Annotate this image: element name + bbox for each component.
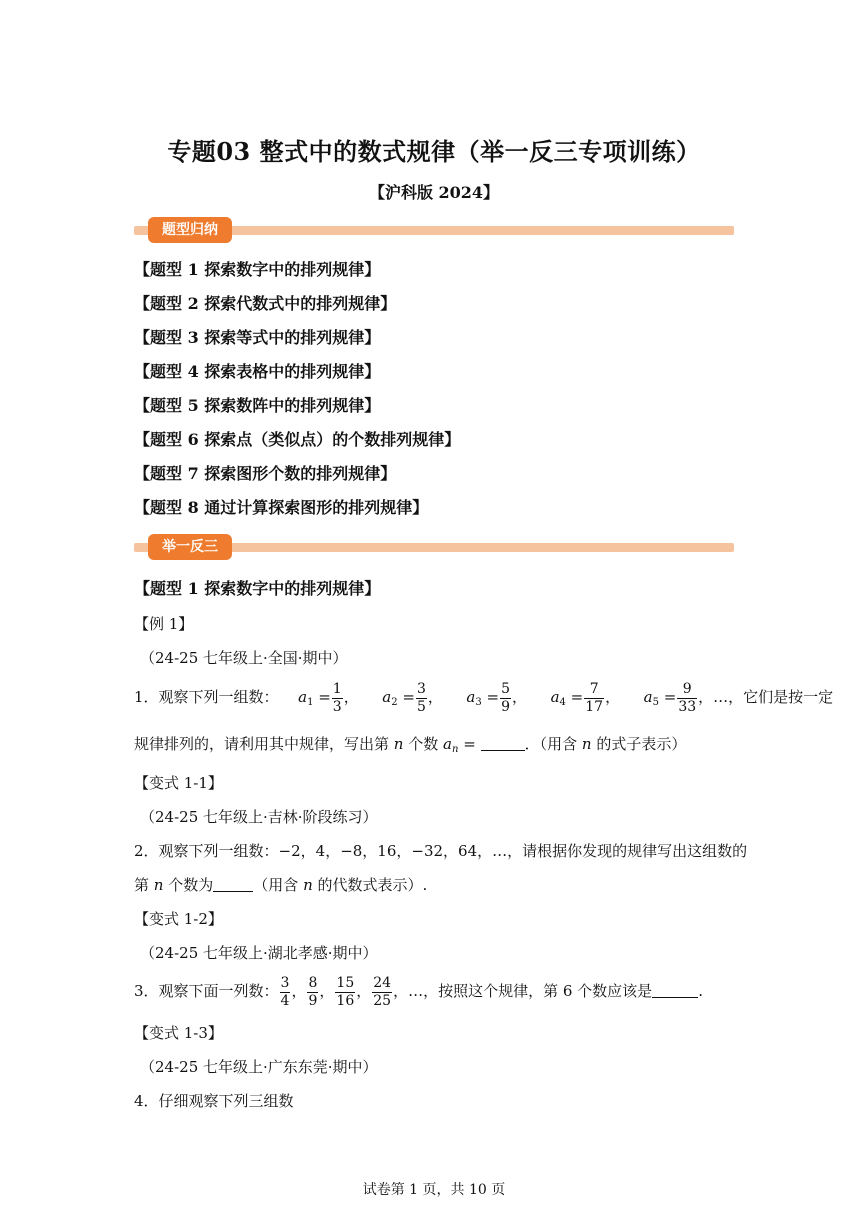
type-item: 【题型 2 探索代数式中的排列规律】 (134, 294, 397, 313)
answer-blank[interactable] (481, 734, 525, 751)
section-banner-types (134, 215, 734, 245)
fraction: $\frac{24}{25}$ (373, 974, 392, 1009)
fraction: $\frac{3}{4}$ (280, 974, 290, 1009)
section-banner-practice (134, 532, 734, 562)
question-2-line-2: 第 n 个数为 （用含 n 的代数式表示）. (134, 876, 428, 894)
page-footer: 试卷第 1 页，共 10 页 (362, 1182, 506, 1198)
type-item: 【题型 3 探索等式中的排列规律】 (134, 328, 381, 347)
variant-label: 【变式 1-2】 (134, 910, 223, 928)
fraction: $\frac{3}{5}$ (416, 680, 426, 715)
question-2-line-1: 2．观察下列一组数：−2，4，−8，16，−32，64，…，请根据你发现的规律写出这组数的 (134, 842, 748, 860)
type-item: 【题型 5 探索数阵中的排列规律】 (134, 396, 381, 415)
question-source: （24-25 七年级上·湖北孝感·期中） (140, 944, 378, 962)
fraction: $\frac{7}{17}$ (585, 680, 604, 715)
question-source: （24-25 七年级上·全国·期中） (140, 649, 348, 667)
answer-blank[interactable] (213, 875, 253, 892)
question-1-line-2: 规律排列的，请利用其中规律，写出第 n 个数 $a_n$ = ．（用含 n 的式子表示） (134, 735, 687, 755)
type-item: 【题型 7 探索图形个数的排列规律】 (134, 464, 397, 483)
type-list (134, 259, 460, 531)
fraction: $\frac{1}{3}$ (332, 680, 342, 715)
type-item: 【题型 4 探索表格中的排列规律】 (134, 362, 381, 381)
fraction: $\frac{9}{33}$ (678, 680, 697, 715)
example-label: 【例 1】 (134, 615, 194, 633)
question-source: （24-25 七年级上·吉林·阶段练习） (140, 808, 378, 826)
type-item: 【题型 6 探索点（类似点）的个数排列规律】 (134, 430, 461, 449)
question-3-line-1: 3．观察下面一列数： $\frac{3}{4}$ ， $\frac{8}{9}$ ， $\frac{15}{16}$ ， $\frac{24}{25}$ ，…，按照这个规律，第 6 个数应该是 . (134, 974, 703, 1009)
type-item: 【题型 8 通过计算探索图形的排列规律】 (134, 498, 429, 517)
banner-tag: 题型归纳 (148, 217, 232, 243)
answer-blank[interactable] (652, 981, 698, 998)
variant-label: 【变式 1-3】 (134, 1024, 223, 1042)
fraction: $\frac{15}{16}$ (336, 974, 355, 1009)
variant-label: 【变式 1-1】 (134, 774, 223, 792)
section-heading: 【题型 1 探索数字中的排列规律】 (134, 579, 381, 598)
type-item: 【题型 1 探索数字中的排列规律】 (134, 260, 381, 279)
question-1-line-1: 1．观察下列一组数： $a_1$ = $\frac{1}{3}$ ， $a_2$ = $\frac{3}{5}$ ， $a_3$ = $\frac{5}{9}$ ， $a_4$ = $\frac{7}{17}$ ， $a_5$ = $\frac{9}{33}$ ，…，它们是按一定 (134, 680, 834, 715)
edition-label: 【沪科版 2024】 (368, 183, 500, 202)
fraction: $\frac{5}{9}$ (501, 680, 511, 715)
question-source: （24-25 七年级上·广东东莞·期中） (140, 1058, 378, 1076)
question-text: 1．观察下列一组数： (134, 688, 279, 706)
fraction: $\frac{8}{9}$ (308, 974, 318, 1009)
banner-tag: 举一反三 (148, 534, 232, 560)
page-title: 专题03 整式中的数式规律（举一反三专项训练） (167, 137, 701, 166)
question-4-line-1: 4．仔细观察下列三组数 (134, 1092, 294, 1110)
